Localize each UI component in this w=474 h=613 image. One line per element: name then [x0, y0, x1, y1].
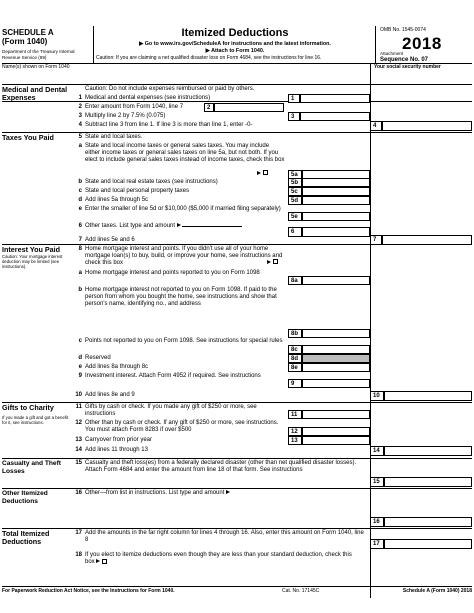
form-title: Itemized Deductions — [181, 27, 289, 39]
line-5e-input[interactable] — [302, 212, 370, 221]
footer-paperwork: For Paperwork Reduction Act Notice, see the Instructions for Form 1040. — [2, 588, 175, 594]
section-other: Other Itemized Deductions 16 Other—from list in instructions. List type and amount 16 — [2, 488, 472, 528]
line-8c-input[interactable] — [302, 345, 370, 354]
sales-tax-checkbox[interactable] — [263, 170, 268, 175]
tax-year: 2018 — [402, 34, 442, 53]
line-13-input[interactable] — [302, 436, 370, 445]
gifts-label: Gifts to Charity If you made a gift and got a benefit for it, see instructions. — [2, 403, 69, 426]
total-label: Total Itemized Deductions — [2, 529, 50, 547]
taxes-label: Taxes You Paid — [2, 133, 54, 142]
title-block — [94, 26, 376, 64]
attachment-sequence: Attachment Sequence No. 07 — [380, 51, 429, 63]
footer-cat-no: Cat. No. 17145C — [282, 588, 320, 594]
attach-instructions: ▶ Attach to Form 1040. — [205, 48, 265, 54]
line-6-input[interactable] — [302, 227, 370, 237]
line-15-input[interactable] — [384, 477, 472, 487]
section-interest: Interest You Paid Caution: Your mortgage interest deduction may be limited (see instructions). 8 Home mortgage interest and points. If you didn't use all of your home mortgage loan(s) to buy, build, or improve your home, see instructions and check this box a Home mortgage interest and points reported to you on Form 1098 8a b Home mortgage interest not reported to you on Form 1098. If paid to the person from whom you bought the home, see instructions and show that person's name, identifying no., and address 8b c Points not reported to you on Form 1098. See instructions for special rules 8c d Reserved 8d e Add lines 8a through 8c 8e 9 Investment interest. Attach Form 4952 if required. See instructions 9 10 Add lines 8e and 9 10 — [2, 244, 472, 402]
ssn-field[interactable]: Your social security number — [370, 64, 472, 102]
section-casualty: Casualty and Theft Losses 15 Casualty and theft loss(es) from a federally declared disaster (other than net qualified disaster losses). Attach Form 4684 and enter the amount from line 18 of that form. See instructions 15 — [2, 458, 472, 488]
omb-number: OMB No. 1545-0074 — [380, 27, 426, 33]
line-8a-input[interactable] — [302, 276, 370, 285]
line-8b-input[interactable] — [302, 329, 370, 338]
section-total: Total Itemized Deductions 17 Add the amounts in the far right column for lines 4 through 16. Also, enter this amount on Form 1040, line 8 17 18 If you elect to itemize deductions even though they are less than your standard deduction, check this box — [2, 528, 472, 578]
elect-itemize-checkbox[interactable] — [102, 559, 107, 564]
footer-schedule: Schedule A (Form 1040) 2018 — [402, 588, 472, 594]
omb-block — [376, 26, 472, 64]
medical-label: Medical and Dental Expenses — [2, 85, 68, 103]
form-number: (Form 1040) — [2, 37, 48, 46]
line-4-input[interactable] — [382, 121, 472, 131]
schedule-a-form — [2, 26, 472, 598]
line-5d-input[interactable] — [302, 196, 370, 205]
department-label: Department of the Treasury Internal Revenue Service (99) — [2, 49, 75, 60]
line-10-input[interactable] — [384, 391, 472, 401]
line-8e-input[interactable] — [302, 363, 370, 372]
line-5c-input[interactable] — [302, 187, 370, 196]
mortgage-limit-checkbox[interactable] — [273, 259, 278, 264]
line-3-input[interactable] — [300, 112, 370, 121]
line-12-input[interactable] — [302, 427, 370, 436]
line-1-input[interactable] — [300, 94, 370, 103]
form-footer — [2, 586, 472, 598]
line-17-input[interactable] — [384, 539, 472, 549]
line-9-input[interactable] — [302, 379, 370, 388]
names-label: Name(s) shown on Form 1040 — [2, 64, 70, 70]
form-id-block — [2, 26, 94, 64]
caution-line: Caution: If you are claiming a net qualified disaster loss on Form 4684, see the instructions for line 16. — [96, 55, 322, 61]
line-14-input[interactable] — [384, 446, 472, 456]
schedule-title: SCHEDULE A — [2, 28, 54, 37]
goto-instructions: ▶ Go to www.irs.gov/ScheduleA for instructions and the latest information. — [139, 41, 331, 47]
form-body — [2, 84, 472, 598]
other-label: Other Itemized Deductions — [2, 490, 48, 505]
line-8d-reserved — [302, 354, 370, 363]
form-header — [2, 26, 472, 64]
section-taxes: Taxes You Paid 5 State and local taxes. a State and local income taxes or general sales taxes. You may include either income taxes or general sales taxes on line 5a, but not both. If you elect to include general sales taxes instead of income taxes, check this box 5a b State and local real estate taxes (see instructions) 5b c State and local personal property taxes 5c d Add lines 5a through 5c 5d e Enter the smaller of line 5d or $10,000 ($5,000 if married filing separately) 5e 6 Other taxes. List type and amount 6 7 Add lines 5e and 6 7 — [2, 132, 472, 244]
line-5b-input[interactable] — [302, 178, 370, 187]
line-2-input[interactable] — [214, 103, 284, 112]
section-medical: Medical and Dental Expenses Caution: Do not include expenses reimbursed or paid by others. 1 Medical and dental expenses (see instructions) 1 2 Enter amount from Form 1040, line 7 2 3 Multiply line 2 by 7.5% (0.075) 3 4 Subtract line 3 from line 1. If line 3 is more than line 1, enter -0- 4 — [2, 84, 472, 132]
interest-label: Interest You Paid Caution: Your mortgage interest deduction may be limited (see instructions). — [2, 245, 63, 270]
line-16-input[interactable] — [384, 517, 472, 527]
casualty-label: Casualty and Theft Losses — [2, 460, 61, 475]
line-11-input[interactable] — [302, 410, 370, 419]
section-gifts: Gifts to Charity If you made a gift and got a benefit for it, see instructions. 11 Gifts by cash or check. If you made any gift of $250 or more, see instructions 11 12 Other than by cash or check. If any gift of $250 or more, see instructions. You must attach Form 8283 if over $500 12 13 Carryover from prior year 13 14 Add lines 11 through 13 14 — [2, 402, 472, 458]
